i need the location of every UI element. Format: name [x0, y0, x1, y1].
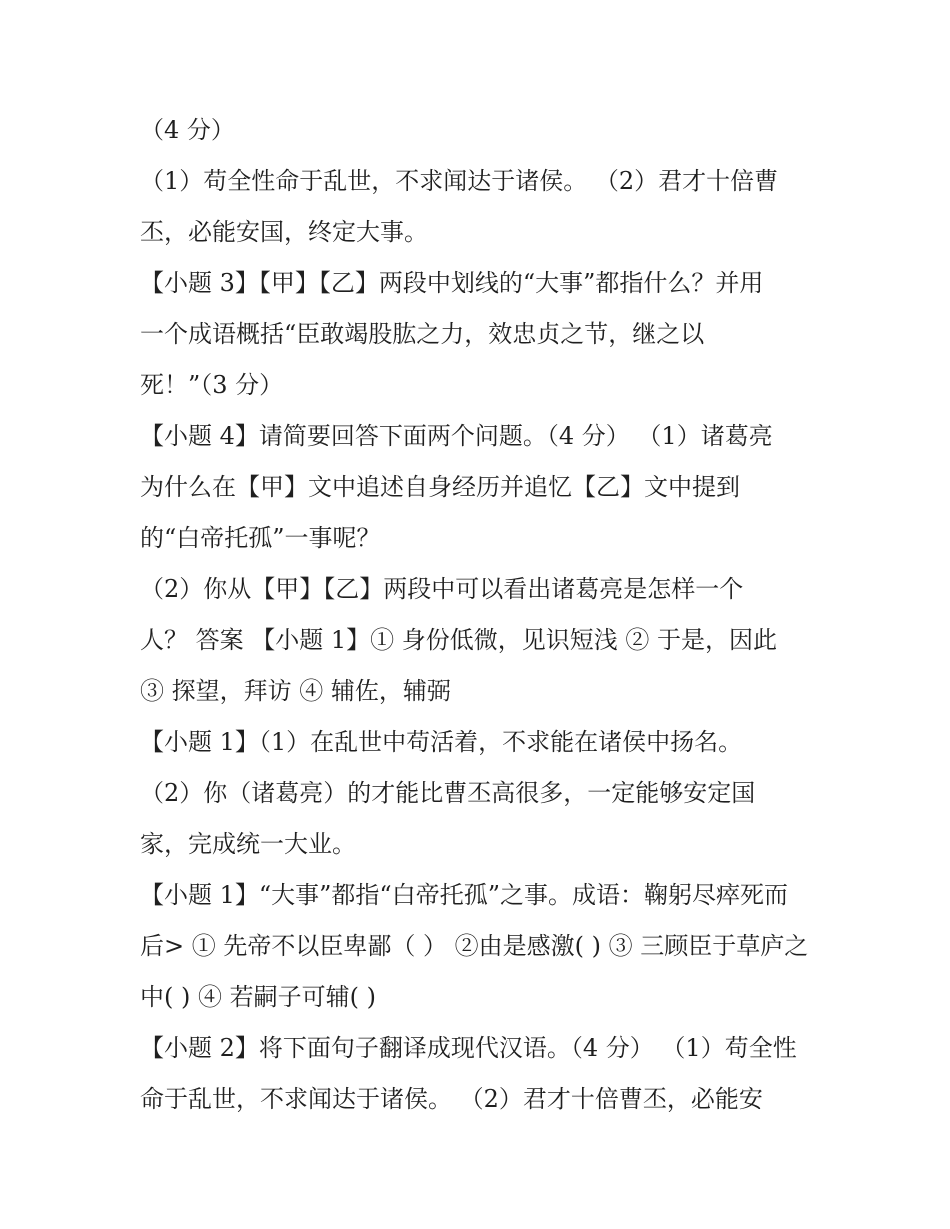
- text-line: 家，完成统一大业。: [140, 830, 356, 858]
- text-line: 的“白帝托孤”一事呢？: [140, 524, 381, 552]
- text-line: 【小题 2】将下面句子翻译成现代汉语。（4 分） （1）苟全性: [140, 1034, 797, 1062]
- text-line: 【小题 3】【甲】【乙】两段中划线的“大事”都指什么？并用: [140, 269, 764, 297]
- text-line: 【小题 1】“大事”都指“白帝托孤”之事。成语：鞠躬尽瘁死而: [140, 881, 788, 909]
- text-line: 【小题 4】请简要回答下面两个问题。（4 分） （1）诸葛亮: [140, 422, 773, 450]
- text-line: （1）苟全性命于乱世，不求闻达于诸侯。 （2）君才十倍曹: [140, 167, 779, 195]
- text-line: （2）你（诸葛亮）的才能比曹丕高很多，一定能够安定国: [140, 779, 756, 807]
- text-line: （2）你从【甲】【乙】两段中可以看出诸葛亮是怎样一个: [140, 575, 744, 603]
- text-line: ③ 探望，拜访 ④ 辅佐，辅弼: [140, 677, 451, 705]
- text-line: 人？ 答案 【小题 1】① 身份低微，见识短浅 ② 于是，因此: [140, 626, 778, 654]
- text-line: 中( ) ④ 若嗣子可辅( ): [140, 983, 376, 1011]
- text-line: 为什么在【甲】文中追述自身经历并追忆【乙】文中提到: [140, 473, 740, 501]
- text-line: 【小题 1】（1）在乱世中苟活着，不求能在诸侯中扬名。: [140, 728, 743, 756]
- text-line: 死！”（3 分）: [140, 371, 284, 399]
- text-line: 丕，必能安国，终定大事。: [140, 218, 428, 246]
- text-line: 一个成语概括“臣敢竭股肱之力，效忠贞之节，继之以: [140, 320, 705, 348]
- text-line: 后> ① 先帝不以臣卑鄙（ ） ②由是感激( ) ③ 三顾臣于草庐之: [140, 932, 809, 960]
- text-line: 命于乱世，不求闻达于诸侯。 （2）君才十倍曹丕，必能安: [140, 1085, 763, 1113]
- text-line: （4 分）: [140, 116, 235, 144]
- document-body: [140, 108, 820, 1128]
